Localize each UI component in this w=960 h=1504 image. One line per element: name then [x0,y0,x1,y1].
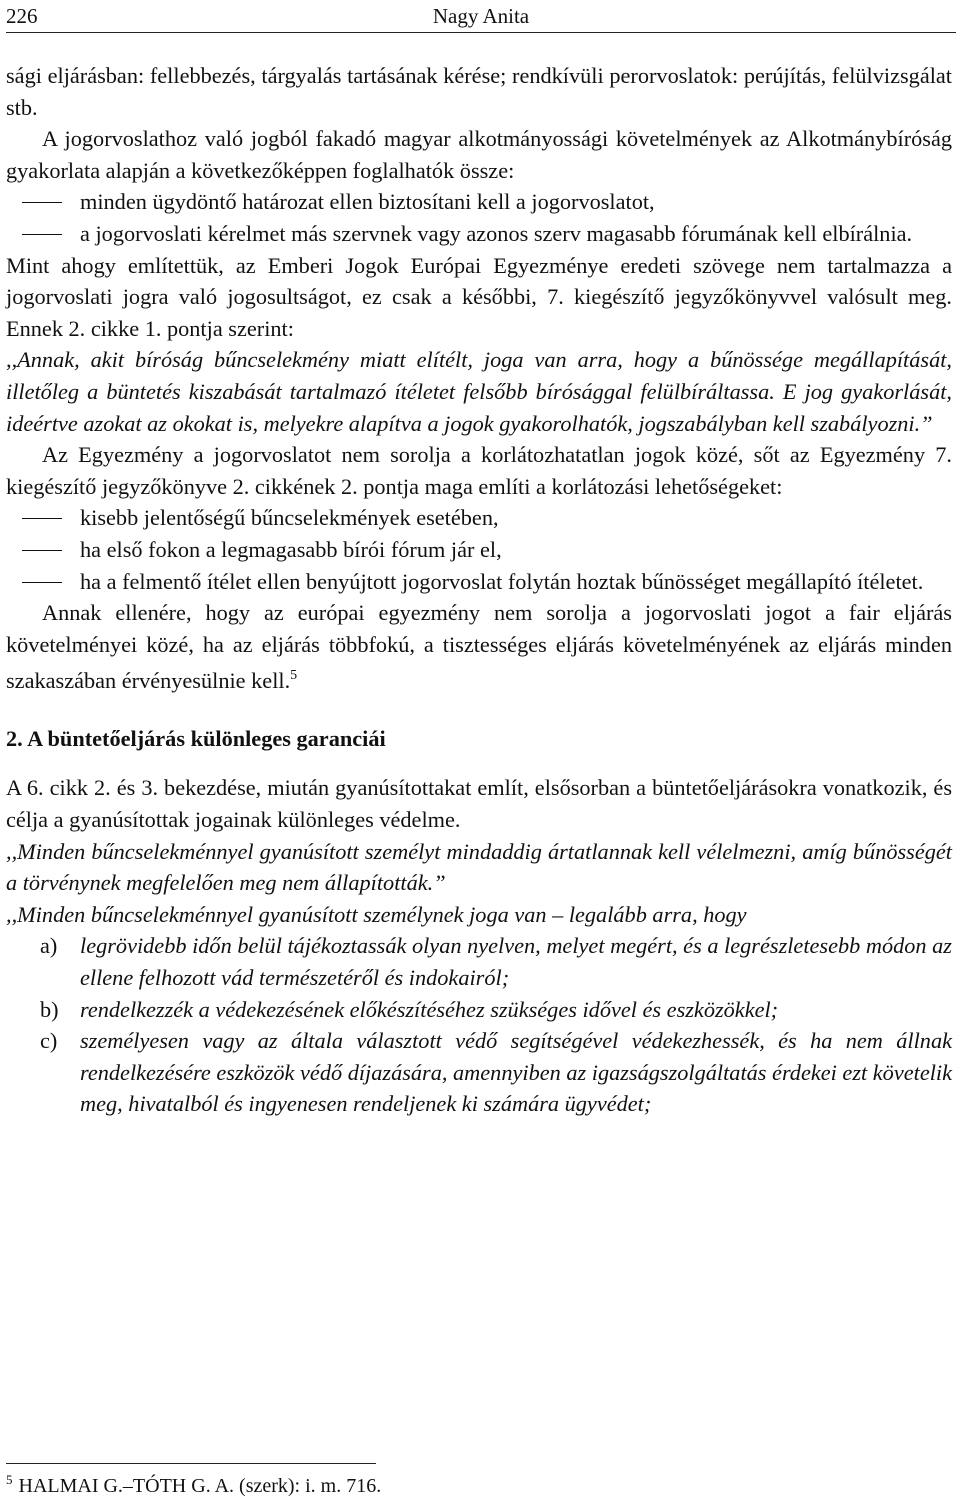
footnote-ref[interactable]: 5 [290,668,298,684]
list-label: b) [40,996,59,1022]
list-item: minden ügydöntő határozat ellen biztosítani kell a jogorvoslatot, [6,186,952,218]
list-label: a) [40,933,58,959]
footnote-number: 5 [6,1472,13,1487]
paragraph-3: Mint ahogy említettük, az Emberi Jogok Európai Egyezménye eredeti szövege nem tartalmazza a jogorvoslati jogra való jogosultságot, ez csak a későbbi, 7. kiegészítő jegyzőkönyvvel valósult meg. Ennek 2. cikke 1. pontja szerint: [6,252,952,341]
dash-bullet [6,534,80,566]
list-item: b) rendelkezzék a védekezésének előkészítéséhez szükséges idővel és eszközökkel; [6,994,952,1026]
list-label: c) [40,1028,58,1054]
list-item: ha a felmentő ítélet ellen benyújtott jogorvoslat folytán hoztak bűnösséget megállapító ítéletet. [6,566,952,598]
dash-bullet [6,566,80,598]
footnote-text: HALMAI G.–TÓTH G. A. (szerk): i. m. 716. [18,1475,382,1497]
footnote [6,1472,381,1498]
paragraph-4: Az Egyezmény a jogorvoslatot nem sorolja a korlátozhatatlan jogok közé, sőt az Egyezmény 7. kiegészítő jegyzőkönyve 2. cikkének 2. pontja maga említi a korlátozási lehetőségeket: [6,442,952,499]
section-heading: 2. A büntetőeljárás különleges garanciái [6,725,386,751]
running-header [6,2,956,33]
list-item: a jogorvoslati kérelmet más szervnek vagy azonos szerv magasabb fórumának kell elbírálnia. [6,218,952,250]
quotation-1: ,,Annak, akit bíróság bűncselekmény miatt elítélt, joga van arra, hogy a bűnössége megállapítását, illetőleg a büntetés kiszabását tartalmazó ítéletet felsőbb bírósággal felülbíráltassa. E jog gyakorlását, ideértve azokat az okokat is, melyekre alapítva a jogok gyakorolhatók, jogszabályban kell szabályozni.” [6,347,952,436]
quotation-3: ,,Minden bűncselekménnyel gyanúsított személynek joga van – legalább arra, hogy [6,901,747,927]
dash-bullet [6,218,80,250]
paragraph-6: A 6. cikk 2. és 3. bekezdése, miután gyanúsítottakat említ, elsősorban a büntetőeljárásokra vonatkozik, és célja a gyanúsítottak jogainak különleges védelme. [6,775,952,833]
quotation-2: ,,Minden bűncselekménnyel gyanúsított személyt mindaddig ártatlannak kell vélelmezni, amíg bűnösségét a törvénynek megfelelően meg nem állapították.” [6,838,952,896]
paragraph-1: sági eljárásban: fellebbezés, tárgyalás tartásának kérése; rendkívüli perorvoslatok: perújítás, felülvizsgálat stb. [6,63,952,120]
dash-bullet [6,502,80,534]
list-item: c) személyesen vagy az általa választott védő segítségével védekezhessék, és ha nem állnak rendelkezésére eszközök védő díjazására, amennyiben az igazságszolgáltatás érdekei ezt követelik meg, hivatalból és ingyenesen rendeljenek ki számára ügyvédet; [6,1025,952,1120]
list-item: ha első fokon a legmagasabb bírói fórum jár el, [6,534,952,566]
page-body [6,60,952,1120]
paragraph-5: Annak ellenére, hogy az európai egyezmény nem sorolja a jogorvoslati jogot a fair eljárás követelményei közé, ha az eljárás többfokú, a tisztességes eljárás követelményének az eljárás minden szakaszában érvényesülnie kell.$^5$ [6,600,952,694]
list-item: kisebb jelentőségű bűncselekmények esetében, [6,502,952,534]
paragraph-2: A jogorvoslathoz való jogból fakadó magyar alkotmányossági követelmények az Alkotmánybíróság gyakorlata alapján a következőképpen foglalhatók össze: [6,126,952,183]
dash-bullet [6,186,80,218]
page-number: 226 [6,4,38,28]
footnote-divider [6,1463,376,1464]
running-author: Nagy Anita [432,4,530,28]
list-item: a) legrövidebb időn belül tájékoztassák olyan nyelven, melyet megért, és a legrészletesebb módon az ellene felhozott vád természetéről és indokairól; [6,930,952,993]
